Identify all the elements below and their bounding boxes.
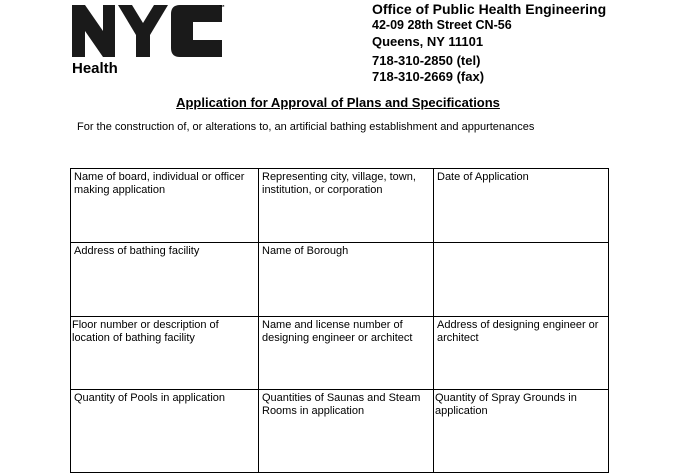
- form-field-engineer-license[interactable]: [259, 317, 434, 390]
- document-subtitle: For the construction of, or alterations to, an artificial bathing establishment and appurtenances: [77, 121, 535, 133]
- field-label: Date of Application: [437, 171, 529, 183]
- document-title: Application for Approval of Plans and Specifications: [176, 95, 500, 110]
- form-field-pool-quantity[interactable]: [71, 390, 259, 473]
- nyc-logo-icon: [72, 5, 222, 57]
- nyc-health-logo: [72, 5, 227, 85]
- field-label: Name of board, individual or officer making application: [74, 171, 245, 196]
- office-address-block: [372, 2, 606, 83]
- form-field-engineer-address[interactable]: [434, 317, 609, 390]
- form-field-sauna-steam-quantity[interactable]: [259, 390, 434, 473]
- form-field-representing[interactable]: [259, 169, 434, 243]
- office-street: 42-09 28th Street CN-56: [372, 18, 512, 32]
- field-label: Name and license number of designing engineer or architect: [262, 319, 413, 344]
- field-label: Quantity of Spray Grounds in application: [435, 392, 577, 417]
- office-name: Office of Public Health Engineering: [372, 1, 607, 17]
- office-city: Queens, NY 11101: [372, 33, 484, 49]
- form-row: [71, 243, 609, 317]
- form-field-bathing-facility-address[interactable]: [71, 243, 259, 317]
- form-field-applicant-name[interactable]: [71, 169, 259, 243]
- field-label: Representing city, village, town, institution, or corporation: [262, 171, 416, 196]
- field-label: Address of designing engineer or architect: [437, 319, 599, 344]
- form-field-date-of-application[interactable]: [434, 169, 609, 243]
- form-field-blank[interactable]: [434, 243, 609, 317]
- field-label: Quantities of Saunas and Steam Rooms in application: [262, 392, 421, 417]
- application-form-table: [70, 168, 609, 473]
- field-label: Name of Borough: [262, 245, 349, 257]
- form-field-borough-name[interactable]: [259, 243, 434, 317]
- office-phone: 718-310-2850 (tel): [372, 52, 481, 68]
- form-row: [71, 169, 609, 243]
- field-label: Quantity of Pools in application: [74, 392, 226, 404]
- form-row: [71, 390, 609, 473]
- trademark-symbol: ™: [219, 5, 225, 11]
- form-field-spray-ground-quantity[interactable]: [434, 390, 609, 473]
- form-field-floor-location[interactable]: [71, 317, 259, 390]
- field-label: Address of bathing facility: [74, 245, 200, 257]
- form-row: [71, 317, 609, 390]
- logo-health-text: Health: [72, 60, 118, 77]
- field-label: Floor number or description of location of bathing facility: [72, 319, 219, 344]
- office-fax: 718-310-2669 (fax): [372, 68, 485, 84]
